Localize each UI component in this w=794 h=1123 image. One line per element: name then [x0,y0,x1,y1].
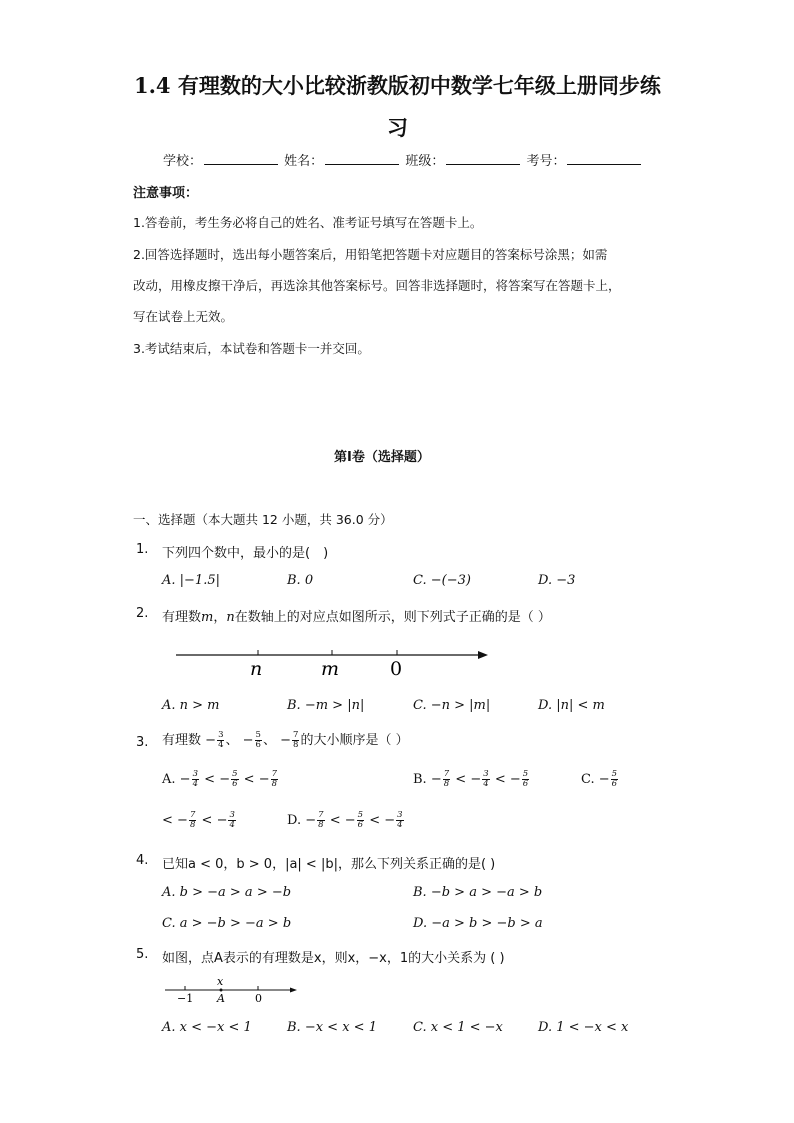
q5-label-x: x [217,975,224,988]
class-blank[interactable] [446,152,520,165]
q2-arrowhead [478,651,488,659]
q5-arrowhead [290,988,297,993]
exam-number-label: 考号： [526,154,566,169]
question-3-option-c-cont[interactable]: < − $\frac{7}{8}$ < − $\frac{3}{4}$ [162,810,235,830]
page-title-line1: 1.4 有理数的大小比较浙教版初中数学七年级上册同步练 [134,73,661,98]
class-label: 班级： [405,154,445,169]
question-2-option-c[interactable]: C. −n > |m| [413,698,491,713]
notice-item-3: 3.考试结束后，本试卷和答题卡一并交回。 [133,341,370,356]
question-4-option-b[interactable]: B. −b > a > −a > b [413,885,543,900]
question-4-option-d[interactable]: D. −a > b > −b > a [413,916,543,931]
name-label: 姓名： [284,154,324,169]
notice-heading: 注意事项： [133,186,199,201]
exam-number-blank[interactable] [567,152,641,165]
q2-stem-a: 有理数 [162,610,202,625]
page-title-line2: 习 [387,115,408,140]
q3-frac-5-6: $\frac{5}{6}$ [255,730,261,750]
q3-frac-3-4: $\frac{3}{4}$ [218,730,224,750]
question-2-option-b[interactable]: B. −m > |n| [287,698,365,713]
question-3-option-b[interactable]: B. − $\frac{7}{8}$ < − $\frac{3}{4}$ < − $\frac{5}{6}$ [413,769,529,789]
q3-stem-suffix: 的大小顺序是（ ） [300,733,409,748]
question-2-number-line [170,640,500,682]
notice-item-2: 2.回答选择题时，选出每小题答案后，用铅笔把答题卡对应题目的答案标号涂黑；如需 [133,247,608,262]
school-blank[interactable] [204,152,278,165]
volume-title: 第I卷（选择题） [334,450,430,465]
question-3-number: 3. [136,735,149,750]
school-label: 学校： [163,154,203,169]
question-5-option-a[interactable]: A. x < −x < 1 [162,1020,252,1035]
question-1-option-b[interactable]: B. 0 [287,573,314,588]
q3-sep: 、 [262,733,276,748]
question-5-number: 5. [136,947,149,962]
question-3-option-d[interactable]: D. − $\frac{7}{8}$ < − $\frac{5}{6}$ < − $\frac{3}{4}$ [287,810,403,830]
question-3-option-c[interactable]: C. − $\frac{5}{6}$ [581,769,618,789]
question-3-stem [162,729,409,750]
part-title: 一、选择题（本大题共 12 小题，共 36.0 分） [133,512,393,527]
question-5-option-c[interactable]: C. x < 1 < −x [413,1020,503,1035]
name-blank[interactable] [325,152,399,165]
question-5-stem: 如图，点A表示的有理数是x，则x，−x，1的大小关系为 ( ) [162,951,505,966]
q3-sep: 、 [225,733,239,748]
question-2-stem [162,606,551,625]
student-info-row [163,150,643,169]
q3-neg: − [242,733,254,748]
question-1-number: 1. [136,542,149,557]
q3-neg: − [205,733,217,748]
q5-label-0: 0 [255,992,262,1005]
q3-frac-7-8: $\frac{7}{8}$ [293,730,299,750]
question-4-stem: 已知a < 0，b > 0，|a| < |b|，那么下列关系正确的是( ) [162,857,496,872]
q5-label-a: A [217,992,225,1005]
q5-label-neg1: −1 [177,992,194,1005]
q3-stem-prefix: 有理数 [162,733,202,748]
question-5-option-b[interactable]: B. −x < x < 1 [287,1020,377,1035]
q2-stem-b: ， [213,610,227,625]
question-5-option-d[interactable]: D. 1 < −x < x [538,1020,629,1035]
notice-item-2-end: 写在试卷上无效。 [133,309,234,324]
q2-label-m: m [321,658,340,680]
q2-var-m: m [201,610,214,625]
question-4-option-a[interactable]: A. b > −a > a > −b [162,885,292,900]
q3-neg: − [280,733,292,748]
question-1-option-a[interactable]: A. |−1.5| [162,573,220,588]
q2-stem-c: 在数轴上的对应点如图所示，则下列式子正确的是（ ） [234,610,551,625]
question-2-option-a[interactable]: A. n > m [162,698,220,713]
q2-label-0: 0 [390,658,403,680]
question-2-number: 2. [136,606,149,621]
question-2-option-d[interactable]: D. |n| < m [538,698,605,713]
q2-var-n: n [226,610,235,625]
question-1-option-d[interactable]: D. −3 [538,573,576,588]
notice-item-1: 1.答卷前，考生务必将自己的姓名、准考证号填写在答题卡上。 [133,215,483,230]
notice-item-2-cont: 改动，用橡皮擦干净后，再选涂其他答案标号。回答非选择题时，将答案写在答题卡上， [133,278,621,293]
question-4-number: 4. [136,853,149,868]
question-5-number-line [160,972,305,1006]
q2-label-n: n [250,658,263,680]
question-1-stem: 下列四个数中，最小的是( ) [162,546,329,561]
question-4-option-c[interactable]: C. a > −b > −a > b [162,916,292,931]
question-3-option-a[interactable]: A. − $\frac{3}{4}$ < − $\frac{5}{6}$ < − $\frac{7}{8}$ [162,769,278,789]
question-1-option-c[interactable]: C. −(−3) [413,573,471,588]
